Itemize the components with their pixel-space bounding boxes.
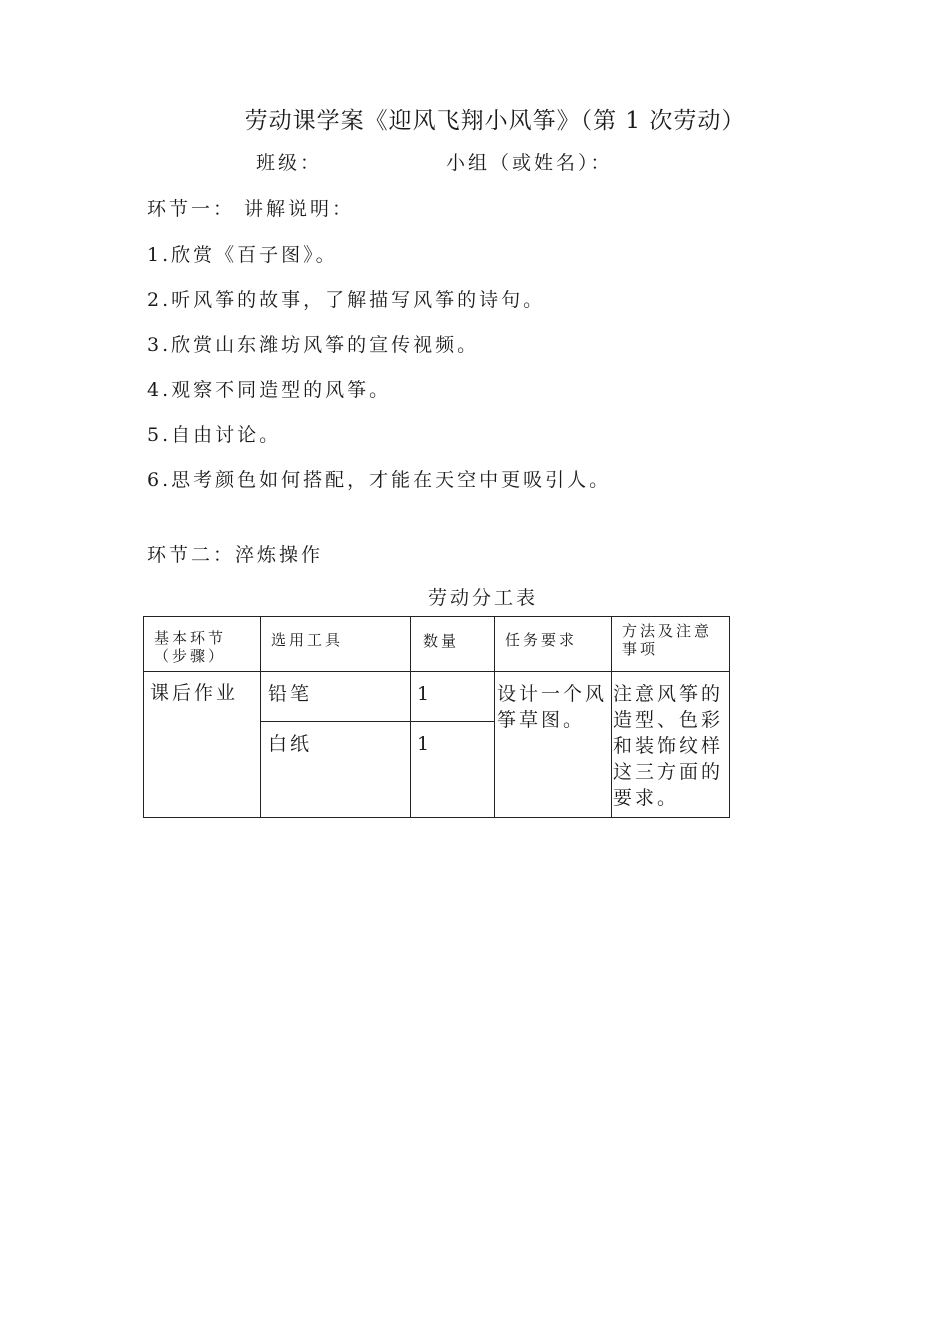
class-label: 班级： (256, 152, 323, 174)
tool-name: 白纸 (268, 733, 313, 755)
header-step-cell (144, 617, 261, 672)
header-notes-cell (612, 617, 730, 672)
section1-heading: 环节一： 讲解说明： (147, 198, 355, 220)
tool-name: 铅笔 (268, 683, 313, 705)
step-cell (144, 672, 261, 818)
tool-cell (261, 722, 411, 818)
document-title: 劳动课学案《迎风飞翔小风筝》（第 1 次劳动） (244, 108, 746, 134)
header-task: 任务要求 (505, 631, 578, 649)
header-step: 基本环节（步骤） (154, 629, 227, 665)
step-value: 课后作业 (150, 682, 239, 704)
table-caption: 劳动分工表 (428, 587, 539, 609)
header-tools: 选用工具 (271, 631, 344, 649)
quantity-cell (411, 722, 495, 818)
section1-item-2: 2.听风筝的故事，了解描写风筝的诗句。 (147, 289, 546, 311)
header-notes: 方法及注意事项 (622, 622, 713, 658)
notes-value: 注意风筝的造型、色彩和装饰纹样这三方面的要求。 (613, 683, 724, 809)
section2-heading: 环节二：淬炼操作 (147, 544, 324, 566)
task-cell (495, 672, 612, 818)
group-label: 小组（或姓名）： (446, 152, 613, 174)
section1-item-1: 1.欣赏《百子图》。 (147, 244, 338, 266)
header-tools-cell (261, 617, 411, 672)
table-header-row (144, 617, 730, 672)
task-value: 设计一个风筝草图。 (497, 683, 608, 731)
tool-quantity: 1 (417, 683, 433, 705)
header-quantity-cell (411, 617, 495, 672)
section1-item-6: 6.思考颜色如何搭配，才能在天空中更吸引人。 (147, 469, 612, 491)
tool-quantity: 1 (417, 733, 433, 755)
quantity-cell (411, 672, 495, 722)
section1-item-5: 5.自由讨论。 (147, 424, 282, 446)
section1-item-4: 4.观察不同造型的风筝。 (147, 379, 392, 401)
tool-cell (261, 672, 411, 722)
table-row (144, 672, 730, 722)
notes-cell (612, 672, 730, 818)
work-division-table (143, 616, 730, 818)
section1-item-3: 3.欣赏山东潍坊风筝的宣传视频。 (147, 334, 480, 356)
header-quantity: 数量 (423, 632, 460, 650)
header-task-cell (495, 617, 612, 672)
